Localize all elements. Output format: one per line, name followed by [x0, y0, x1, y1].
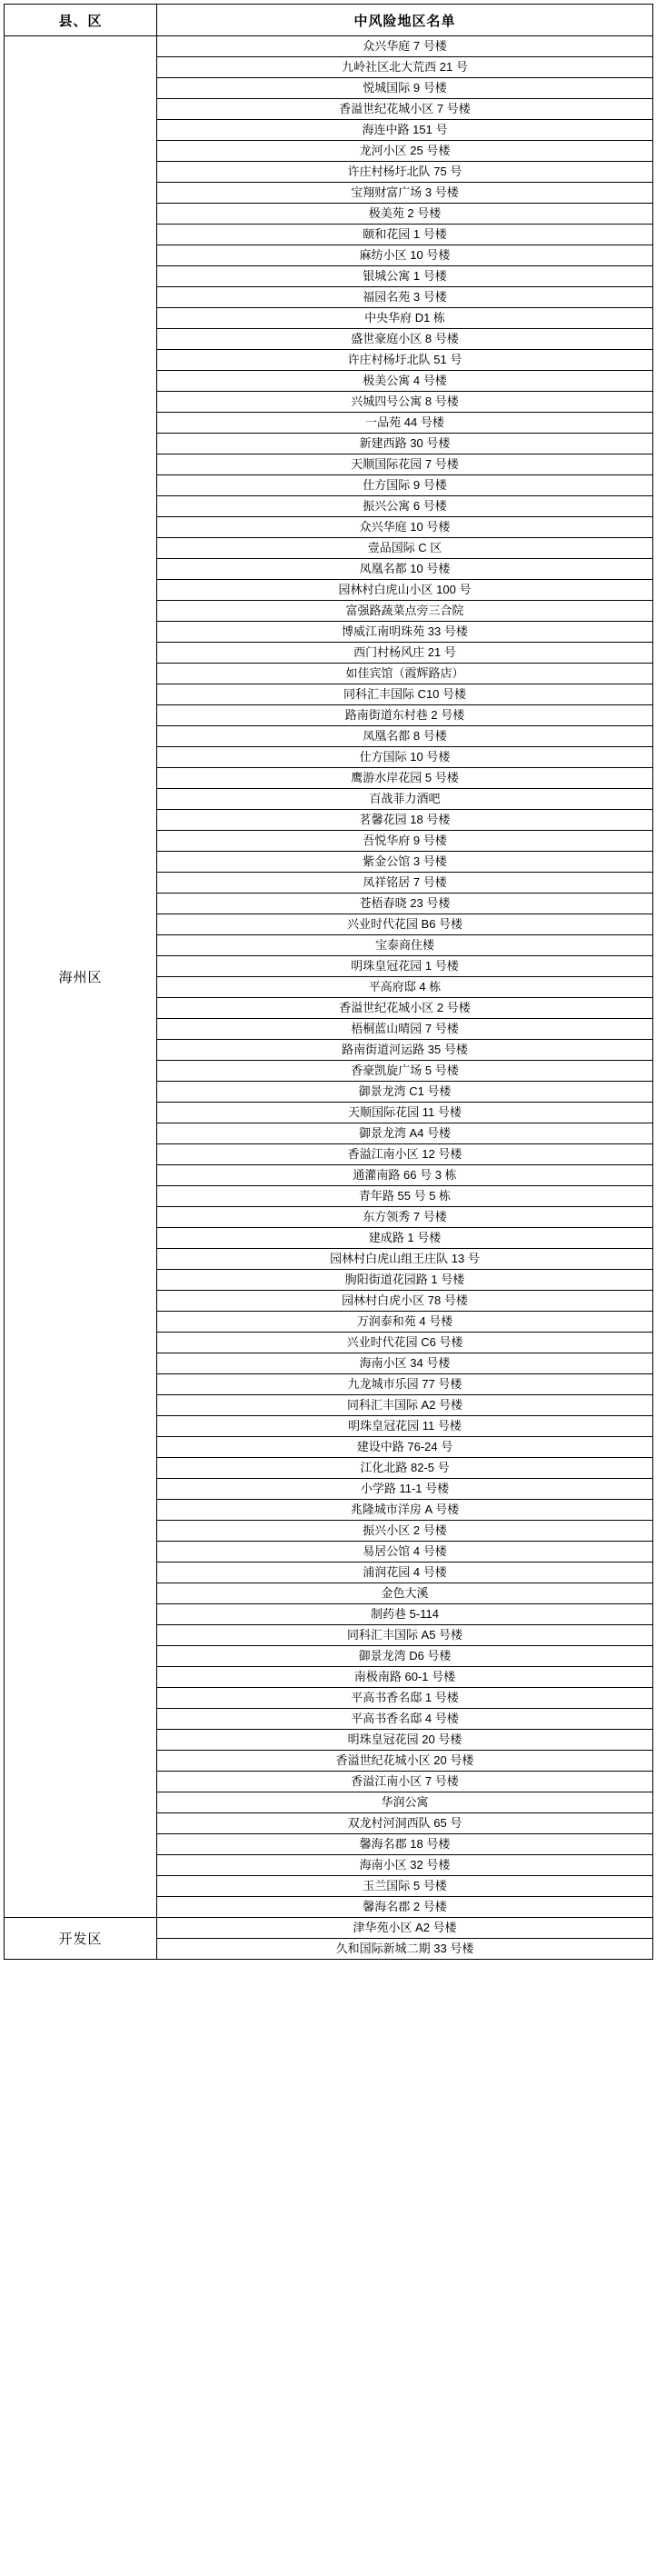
- area-cell: 明珠皇冠花园 20 号楼: [157, 1730, 653, 1751]
- area-cell: 振兴小区 2 号楼: [157, 1521, 653, 1542]
- area-cell: 海连中路 151 号: [157, 120, 653, 141]
- area-cell: 极美公寓 4 号楼: [157, 371, 653, 392]
- area-cell: 颐和花园 1 号楼: [157, 225, 653, 245]
- area-cell: 悦城国际 9 号楼: [157, 78, 653, 99]
- area-cell: 吾悦华府 9 号楼: [157, 831, 653, 852]
- area-cell: 御景龙湾 A4 号楼: [157, 1123, 653, 1144]
- area-cell: 凤凰名都 8 号楼: [157, 726, 653, 747]
- area-cell: 玉兰国际 5 号楼: [157, 1876, 653, 1897]
- area-cell: 易居公馆 4 号楼: [157, 1542, 653, 1563]
- area-cell: 路南街道东村巷 2 号楼: [157, 705, 653, 726]
- area-cell: 津华苑小区 A2 号楼: [157, 1918, 653, 1939]
- area-cell: 园林村白虎山组王庄队 13 号: [157, 1249, 653, 1270]
- area-cell: 宝翔财富广场 3 号楼: [157, 183, 653, 204]
- area-cell: 西门村杨风庄 21 号: [157, 643, 653, 664]
- area-cell: 苍梧春晓 23 号楼: [157, 894, 653, 914]
- area-cell: 小学路 11-1 号楼: [157, 1479, 653, 1500]
- area-cell: 同科汇丰国际 A2 号楼: [157, 1395, 653, 1416]
- area-cell: 平高书香名邸 4 号楼: [157, 1709, 653, 1730]
- area-cell: 馨海名郡 2 号楼: [157, 1897, 653, 1918]
- risk-area-table: [4, 4, 653, 1960]
- area-cell: 平高书香名邸 1 号楼: [157, 1688, 653, 1709]
- area-cell: 同科汇丰国际 C10 号楼: [157, 684, 653, 705]
- area-cell: 华润公寓: [157, 1792, 653, 1813]
- area-cell: 兴业时代花园 B6 号楼: [157, 914, 653, 935]
- district-cell: 海州区: [5, 36, 157, 1918]
- area-cell: 许庄村杨圩北队 51 号: [157, 350, 653, 371]
- area-cell: 新建西路 30 号楼: [157, 434, 653, 454]
- area-cell: 江化北路 82-5 号: [157, 1458, 653, 1479]
- area-cell: 平高府邸 4 栋: [157, 977, 653, 998]
- area-cell: 宝泰商住楼: [157, 935, 653, 956]
- area-cell: 兴业时代花园 C6 号楼: [157, 1333, 653, 1353]
- area-cell: 海南小区 34 号楼: [157, 1353, 653, 1374]
- area-cell: 香溢江南小区 7 号楼: [157, 1772, 653, 1792]
- table-body: [5, 36, 653, 1960]
- area-cell: 御景龙湾 D6 号楼: [157, 1646, 653, 1667]
- area-cell: 明珠皇冠花园 1 号楼: [157, 956, 653, 977]
- area-cell: 天顺国际花园 11 号楼: [157, 1103, 653, 1123]
- area-cell: 博威江南明珠苑 33 号楼: [157, 622, 653, 643]
- district-cell: 开发区: [5, 1918, 157, 1960]
- area-cell: 凤凰名都 10 号楼: [157, 559, 653, 580]
- area-cell: 通灌南路 66 号 3 栋: [157, 1165, 653, 1186]
- area-cell: 御景龙湾 C1 号楼: [157, 1082, 653, 1103]
- area-cell: 兆隆城市洋房 A 号楼: [157, 1500, 653, 1521]
- area-cell: 福园名苑 3 号楼: [157, 287, 653, 308]
- area-cell: 制药巷 5-114: [157, 1604, 653, 1625]
- area-cell: 仕方国际 10 号楼: [157, 747, 653, 768]
- area-cell: 梧桐蓝山晴园 7 号楼: [157, 1019, 653, 1040]
- area-cell: 朐阳街道花园路 1 号楼: [157, 1270, 653, 1291]
- column-header-district: 县、区: [5, 5, 157, 36]
- area-cell: 万润泰和苑 4 号楼: [157, 1312, 653, 1333]
- area-cell: 茗馨花园 18 号楼: [157, 810, 653, 831]
- area-cell: 众兴华庭 10 号楼: [157, 517, 653, 538]
- area-cell: 浦润花园 4 号楼: [157, 1563, 653, 1583]
- area-cell: 香溢江南小区 12 号楼: [157, 1144, 653, 1165]
- area-cell: 众兴华庭 7 号楼: [157, 36, 653, 57]
- table-row: [5, 36, 653, 57]
- area-cell: 金色大溪: [157, 1583, 653, 1604]
- area-cell: 香溢世纪花城小区 20 号楼: [157, 1751, 653, 1772]
- area-cell: 香溢世纪花城小区 2 号楼: [157, 998, 653, 1019]
- table-header-row: [5, 5, 653, 36]
- area-cell: 久和国际新城二期 33 号楼: [157, 1939, 653, 1960]
- area-cell: 九岭社区北大荒西 21 号: [157, 57, 653, 78]
- area-cell: 明珠皇冠花园 11 号楼: [157, 1416, 653, 1437]
- area-cell: 中央华府 D1 栋: [157, 308, 653, 329]
- area-cell: 龙河小区 25 号楼: [157, 141, 653, 162]
- area-cell: 海南小区 32 号楼: [157, 1855, 653, 1876]
- area-cell: 双龙村河洞西队 65 号: [157, 1813, 653, 1834]
- area-cell: 银城公寓 1 号楼: [157, 266, 653, 287]
- area-cell: 如佳宾馆（霞辉路店）: [157, 664, 653, 684]
- area-cell: 路南街道河运路 35 号楼: [157, 1040, 653, 1061]
- area-cell: 南极南路 60-1 号楼: [157, 1667, 653, 1688]
- area-cell: 仕方国际 9 号楼: [157, 475, 653, 496]
- area-cell: 壹品国际 C 区: [157, 538, 653, 559]
- area-cell: 麻纺小区 10 号楼: [157, 245, 653, 266]
- area-cell: 九龙城市乐园 77 号楼: [157, 1374, 653, 1395]
- area-cell: 凤祥铭居 7 号楼: [157, 873, 653, 894]
- table-head: [5, 5, 653, 36]
- area-cell: 天顺国际花园 7 号楼: [157, 454, 653, 475]
- area-cell: 园林村白虎小区 78 号楼: [157, 1291, 653, 1312]
- area-cell: 香溢世纪花城小区 7 号楼: [157, 99, 653, 120]
- area-cell: 园林村白虎山小区 100 号: [157, 580, 653, 601]
- area-cell: 同科汇丰国际 A5 号楼: [157, 1625, 653, 1646]
- area-cell: 极美苑 2 号楼: [157, 204, 653, 225]
- area-cell: 振兴公寓 6 号楼: [157, 496, 653, 517]
- area-cell: 东方领秀 7 号楼: [157, 1207, 653, 1228]
- area-cell: 富强路蔬菜点旁三合院: [157, 601, 653, 622]
- area-cell: 盛世豪庭小区 8 号楼: [157, 329, 653, 350]
- column-header-area: 中风险地区名单: [157, 5, 653, 36]
- area-cell: 紫金公馆 3 号楼: [157, 852, 653, 873]
- area-cell: 百战菲力酒吧: [157, 789, 653, 810]
- area-cell: 一品苑 44 号楼: [157, 413, 653, 434]
- area-cell: 许庄村杨圩北队 75 号: [157, 162, 653, 183]
- area-cell: 建成路 1 号楼: [157, 1228, 653, 1249]
- area-cell: 香豪凯旋广场 5 号楼: [157, 1061, 653, 1082]
- area-cell: 鹰游水岸花园 5 号楼: [157, 768, 653, 789]
- area-cell: 馨海名郡 18 号楼: [157, 1834, 653, 1855]
- area-cell: 兴城四号公寓 8 号楼: [157, 392, 653, 413]
- table-row: [5, 1918, 653, 1939]
- area-cell: 青年路 55 号 5 栋: [157, 1186, 653, 1207]
- area-cell: 建设中路 76-24 号: [157, 1437, 653, 1458]
